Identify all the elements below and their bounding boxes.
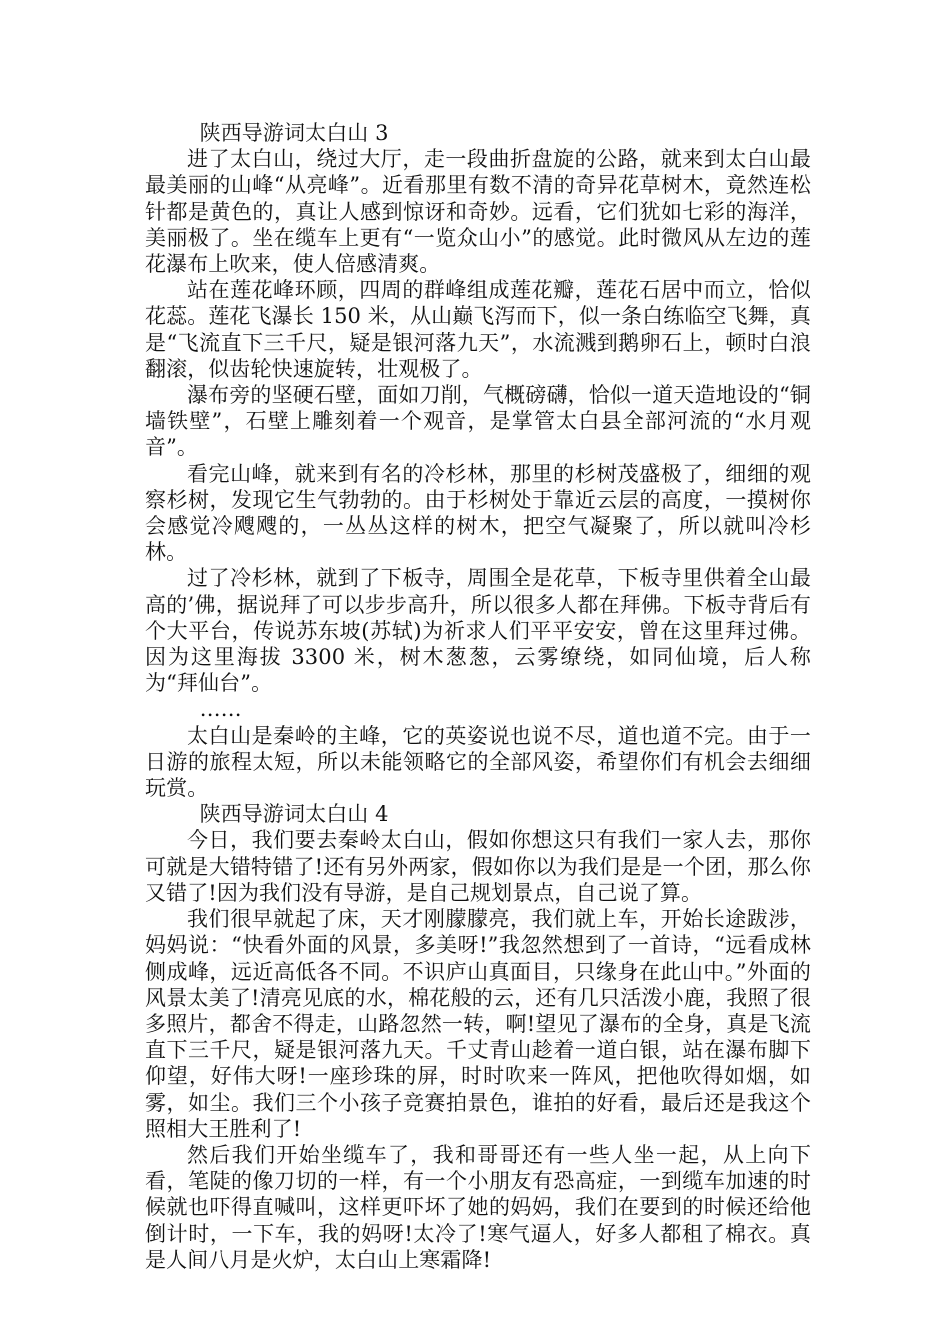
section-3-closing: 太白山是秦岭的主峰，它的英姿说也说不尽，道也道不完。由于一日游的旅程太短，所以未能领略它的全部风姿，希望你们有机会去细细玩赏。 (145, 723, 811, 801)
section-3-paragraph-2: 站在莲花峰环顾，四周的群峰组成莲花瓣，莲花石居中而立，恰似花蕊。莲花飞瀑长 150 米，从山巅飞泻而下，似一条白练临空飞舞，真是“飞流直下三千尺，疑是银河落九天”，水流溅到鹅卵石上，顿时白浪翻滚，似齿轮快速旋转，壮观极了。 (145, 278, 811, 381)
section-3-paragraph-3: 瀑布旁的坚硬石壁，面如刀削，气概磅礴，恰似一道天造地设的“铜墙铁壁”，石壁上雕刻着一个观音，是掌管太白县全部河流的“水月观音”。 (145, 383, 811, 460)
section-3-ellipsis: …… (199, 697, 242, 722)
section-4-paragraph-2: 我们很早就起了床，天才刚朦朦亮，我们就上车，开始长途跋涉，妈妈说：“快看外面的风景，多美呀!”我忽然想到了一首诗，“远看成林侧成峰，远近高低各不同。不识庐山真面目，只缘身在此山中。”外面的风景太美了!清亮见底的水，棉花般的云，还有几只活泼小鹿，我照了很多照片，都舍不得走，山路忽然一转，啊!望见了瀑布的全身，真是飞流直下三千尺，疑是银河落九天。千丈青山趁着一道白银，站在瀑布脚下仰望，好伟大呀!一座珍珠的屏，时时吹来一阵风，把他吹得如烟，如雾，如尘。我们三个小孩子竞赛拍景色，谁拍的好看，最后还是我这个照相大王胜利了! (145, 907, 811, 1141)
document-body (145, 120, 811, 1273)
section-4-paragraph-3: 然后我们开始坐缆车了，我和哥哥还有一些人坐一起，从上向下看，笔陡的像刀切的一样，有一个小朋友有恐高症，一到缆车加速的时候就也吓得直喊叫，这样更吓坏了她的妈妈，我们在要到的时候还给他倒计时，一下车，我的妈呀!太冷了!寒气逼人，好多人都租了棉衣。真是人间八月是火炉，太白山上寒霜降! (145, 1142, 811, 1272)
section-3-title: 陕西导游词太白山 3 (199, 121, 389, 145)
section-3-paragraph-4: 看完山峰，就来到有名的冷杉林，那里的杉树茂盛极了，细细的观察杉树，发现它生气勃勃的。由于杉树处于靠近云层的高度，一摸树你会感觉冷飕飕的，一丛丛这样的树木，把空气凝聚了，所以就叫冷杉林。 (145, 461, 811, 565)
section-3-paragraph-1: 进了太白山，绕过大厅，走一段曲折盘旋的公路，就来到太白山最最美丽的山峰“从亮峰”。近看那里有数不清的奇异花草树木，竟然连松针都是黄色的，真让人感到惊讶和奇妙。远看，它们犹如七彩的海洋，美丽极了。坐在缆车上更有“一览众山小”的感觉。此时微风从左边的莲花瀑布上吹来，使人倍感清爽。 (145, 147, 811, 277)
section-4-title: 陕西导游词太白山 4 (199, 802, 389, 827)
section-4-paragraph-1: 今日，我们要去秦岭太白山，假如你想这只有我们一家人去，那你可就是大错特错了!还有另外两家，假如你以为我们是是一个团，那么你又错了!因为我们没有导游，是自己规划景点，自己说了算。 (145, 828, 811, 905)
section-3-paragraph-5: 过了冷杉林，就到了下板寺，周围全是花草，下板寺里供着全山最高的’佛，据说拜了可以步步高升，所以很多人都在拜佛。下板寺背后有个大平台，传说苏东坡(苏轼)为祈求人们平平安安，曾在这里拜过佛。因为这里海拔 3300 米，树木葱葱，云雾缭绕，如同仙境，后人称为“拜仙台”。 (145, 566, 811, 696)
